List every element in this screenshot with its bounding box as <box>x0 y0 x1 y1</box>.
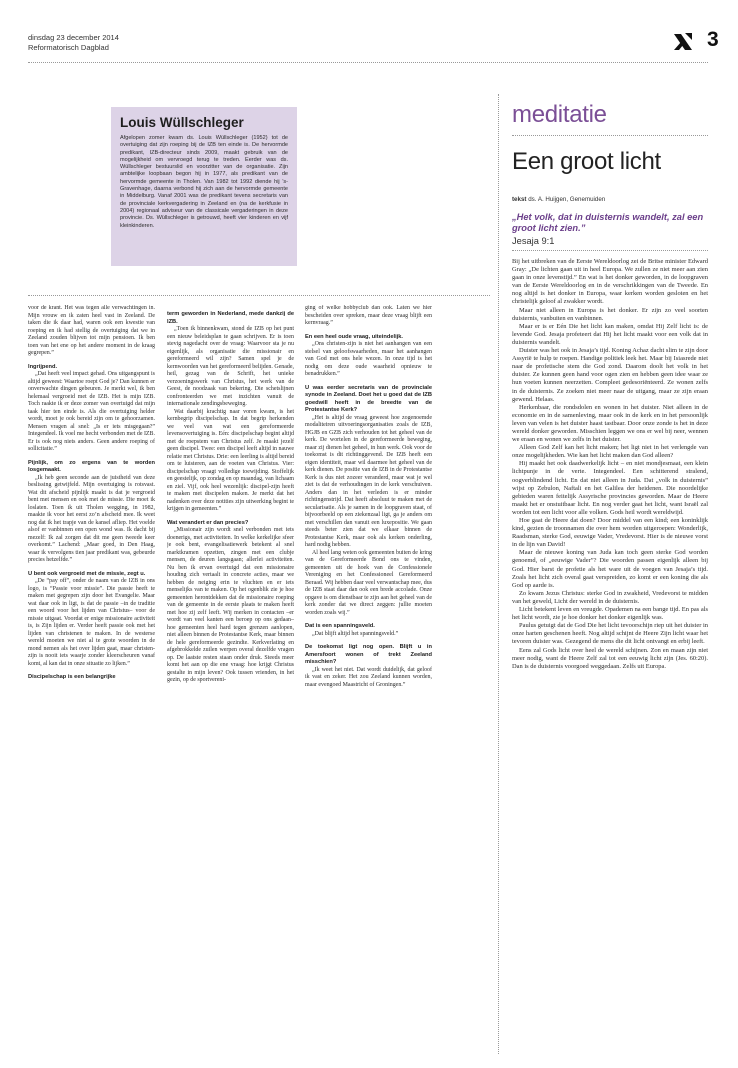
quote-divider <box>512 250 708 251</box>
newspaper-logo-icon <box>672 30 694 52</box>
meditation-title: Een groot licht <box>512 148 661 175</box>
meditation-paragraph: Hoe gaat de Heere dat doen? Door middel van een kind; een koninklijk kind, gezien de troonnamen die over hem worden uitgeroepen: Wonderlijk, Raadsman, sterke God, eeuwige Vader, Vredevorst. Hier is de nieuwe vorst in de lijn van David! <box>512 517 708 549</box>
byline-label: tekst <box>512 196 527 203</box>
article-paragraph: „Dat heeft veel impact gehad. Ons uitgangspunt is altijd geweest: Waartoe roept God je? Dan kunnen er onverwachte dingen gebeuren. Je merkt wel, ik ben helemaal vergroeid met de IZB. Het is mijn IZB. Toch raakte ik er deze zomer van overtuigd dat mijn taak hier ten einde is. Als die overtuiging helder wordt, moet je ook bereid zijn om te gehoorzamen. Mensen vragen al snel: „Is er iets misgegaan?” Integendeel. Ik voel me hecht verbonden met de IZB. Er is ook nog niets anders. Geen andere roeping of sollicitatie.” <box>28 371 155 452</box>
byline-author: ds. A. Huijgen, Genemuiden <box>528 196 606 203</box>
article-question: term geworden in Nederland, mede dankzij de IZB. <box>167 311 294 325</box>
meditation-paragraph: Alleen God Zelf kan het licht maken; het ligt niet in het verlengde van onze mogelijkheden. Wie kan het licht maken dan God alleen? <box>512 444 708 460</box>
article-paragraph: „Ons christen-zijn is niet het aanhangen van een stelsel van geloofswaarheden, maar het aanhangen van God met ons hele wezen. In onze tijd is het nodig om deze oude waarheid opnieuw te benadrukken.” <box>305 341 432 377</box>
meditation-paragraph: Maar niet alleen in Europa is het donker. Er zijn zo veel soorten duisternis, vanbuiten en vanbinnen. <box>512 306 708 322</box>
article-paragraph: voor de krant. Het was tegen alle verwachtingen in. Mijn vrouw en ik zaten heel vast in Zeeland. De taken die ik daar had, waren ook een kwestie van roeping en ik had stellig de overtuiging dat we in Zeeland zouden blijven tot mijn pensioen. Ik ben toen van het ene op het andere moment in de kraag gegrepen.” <box>28 305 155 356</box>
article-question: Pijnlijk, om zo ergens van te worden losgemaakt. <box>28 459 155 473</box>
article-divider <box>28 295 490 296</box>
sidebar-divider <box>498 94 499 1054</box>
article-paragraph: „Toen ik binnenkwam, stond de IZB op het punt een nieuw beleidsplan te gaan schrijven. Er is toen stevig nagedacht over de vraag: Waarvoor sta je nu eigenlijk, als organisatie die missionair en gereformeerd wil zijn? Samen spel je de kernwoorden van het gereformeerd belijden. Genade, heil, gezag van de Schrift, het unieke verzoeningswerk van Christus, het werk van de Geest, de noodzaak van bekering. Die schetslijnen confronteerden we met inzichten vanuit de internationale zendingsbeweging. <box>167 326 294 407</box>
meditation-paragraph: Licht betekent leven en vreugde. Opademen na een bange tijd. En pas als het licht wordt, zie je hoe donker het donker eigenlijk was. <box>512 606 708 622</box>
article-question: Dat is een spanningsveld. <box>305 623 375 629</box>
issue-date: dinsdag 23 december 2014 <box>28 33 119 42</box>
article-paragraph: „Missionair zijn wordt snel verbonden met iets doenerigs, met activiteiten. In welke kerkelijke sfeer je ook bent, evangelisatiewerk betekent al snel marktkramen opzetten, zingen met een clubje mensen, de deuren langsgaan; allerlei activiteiten. Nu ben ik ervan overtuigd dat een missionaire houding zich vertaalt in concrete acties, maar we hebben de neiging erin te vluchten en er iets menselijks van te maken. Op het ogenblik zie je hoe gemeenten herontdekken dat de missionaire roeping van de gemeente in de eerste plaats te maken heeft met hoe zij zelf leeft. Wij merken in contacten –er wordt van veel kanten een beroep op ons gedaan– hoe gemeenten heel hard tegen grenzen aanlopen, niet alleen binnen de Protestantse Kerk, maar binnen de hele gereformeerde gezindte. Kerkverlating en afgebrokkelde zuilen werpen overal dezelfde vragen op. De laatste resten staan onder druk. Steeds meer komt het aan op die ene vraag: hoe krijgt Christus gestalte in mijn leven? Ook tussen vrienden, in het gezin, op de sportvereni- <box>167 527 294 683</box>
meditation-paragraph: Maar er is er Eén Die het licht kan maken, omdat Hij Zelf licht is: de levende God. Jesaja profeteert dat Hij het licht maakt voor een volk dat in duisternis wandelt. <box>512 322 708 346</box>
meditation-paragraph: Maar de nieuwe koning van Juda kan toch geen sterke God worden genoemd, of „eeuwige Vader”? Die woorden passen eigenlijk alleen bij God. Hier barst de profetie als het ware uit de voegen van Jesaja’s tijd. Zoals het licht zich overal gaat verspreiden, zo komt er een koning die als God op aarde is. <box>512 549 708 589</box>
article-question: U bent ook vergroeid met de missie, zegt u. <box>28 570 146 577</box>
article-question: U was eerder secretaris van de provinciale synode in Zeeland. Doet het u goed dat de IZB goedwill heeft in de breedte van de Protestantse Kerk? <box>305 384 432 413</box>
article-question: Discipelschap is een belangrijke <box>28 674 116 680</box>
article-paragraph: „Ik weet het niet. Dat wordt duidelijk, dat geloof ik vast en zeker. Het zou Zeeland kunnen worden, maar evengoed Maastricht of Groningen.” <box>305 666 432 688</box>
article-column-2 <box>167 305 294 1065</box>
article-paragraph: ging of welke hobbyclub dan ook. Laten we hier bescheiden over spreken, maar deze vraag blijft een kernvraag.” <box>305 305 432 326</box>
byline <box>512 196 605 203</box>
bio-name: Louis Wüllschleger <box>120 115 244 130</box>
article-paragraph: Al heel lang weten ook gemeenten buiten de kring van de Gereformeerde Bond ons te vinden, gemeenten uit de hoek van de Confessionele Vereniging en het Confessioneel Gereformeerd Beraad. Wij hebben daar veel verwantschap mee, dus de IZB staat daar dan ook een brede accolade. Onze opgave is om dienstbaar te zijn aan het geheel van de kerk zonder dat we direct zeggen: jullie moeten worden zoals wij.” <box>305 549 432 616</box>
article-question: En een heel oude vraag, uiteindelijk. <box>305 333 403 340</box>
article-paragraph: „Het is altijd de vraag geweest hoe zogenoemde modaliteiren uitvoeringsorganisaties zoals de IZB, HGJB en GZB zich verhouden tot het geheel van de kerk. De wortelen in de gereformeerde beweging, maar zij dienen het geheel, in hun werk. Ook voor de toekomst is dit richtinggevend. De IZB heeft een eigen identiteit, maar wil daarmee het geheel van de kerk dienen. De positie van de IZB in de Protestantse Kerk is dus niet zozeer veranderd, maar wat je wel ziet is dat de verhoudingen in de kerk verschuiven. Anders dan in het verleden is er minder richtingenstrijd. Dat heeft absoluut te maken met de secularisatie. Als je samen in de loopgraven staat, of bijvoorbeeld op een ziekenzaal ligt, ga je anders om met verschillen dan vanuit een luxepositie. We gaan steeds beter zien dat we elkaar binnen de Protestantse Kerk, maar ook als kerken onderling, hard nodig hebben. <box>305 414 432 548</box>
section-divider <box>512 135 708 136</box>
article-paragraph: „Ik heb geen seconde aan de juistheid van deze beslissing getwijfeld. Mijn overtuiging is rotsvast. Wat dit afscheid pijnlijk maakt is dat je vergroeid bent met mensen en ook met de missie. Die moet ik loslaten. Toen ik uit Tholen wegging, in 1982, maakte ik voor het eerst zo’n afscheid mee. Ik weet nog dat ik het trapje van de kansel afliep. Het voelde alsof er vanbinnen een open wond was. Ik dacht bij mezelf: Ik zal zorgen dat dit me geen tweede keer overkomt.” Lachend: „Maar goed, in Den Haag, waar ik vervolgens tien jaar predikant was, gebeurde precies hetzelfde.” <box>28 474 155 563</box>
article-paragraph: „Dat blijft altijd het spanningsveld.” <box>312 630 399 637</box>
header-divider <box>28 62 708 63</box>
article-question: Wat verandert er dan precies? <box>167 519 249 526</box>
meditation-body <box>512 258 708 1058</box>
section-label: meditatie <box>512 101 607 128</box>
page-header-info <box>28 33 119 52</box>
article-question: Ingrijpend. <box>28 363 58 370</box>
bio-box <box>111 107 297 266</box>
meditation-paragraph: Paulus getuigt dat de God Die het licht tevoorschijn riep uit het duister in onze harten geschenen heeft. Nog altijd schijnt de Heere Zijn licht waar het tevoren duister was. Gezegend de mens die dit licht ontvangt en erbij leeft. <box>512 622 708 646</box>
article-column-3 <box>305 305 432 1065</box>
newspaper-name: Reformatorisch Dagblad <box>28 42 109 52</box>
scripture-quote: „Het volk, dat in duisternis wandelt, zal een groot licht zien.” <box>512 212 704 233</box>
article-column-1 <box>28 305 155 1065</box>
article-question: De toekomst ligt nog open. Blijft u in Amersfoort wonen of trekt Zeeland misschien? <box>305 644 432 665</box>
scripture-reference: Jesaja 9:1 <box>512 236 555 246</box>
meditation-paragraph: Hij maakt het ook daadwerkelijk licht – en niet mondjesmaat, een klein lichtpunje in de verte. Integendeel. Een schitterend stralend, oogverblindend licht. En dat niet alleen in Juda. Dat „volk in duisternis” wijst op Zebulon, Naftali en het Galilea der heidenen. Die noordelijke gebieden waren feitelijk Assyrische provincies geworden. Maar de Heere maakt het er onstuitbaar licht. En nog verder gaat het licht, want Israël zal worden tot een licht voor alle volken. Gods heil wordt wereldwijd. <box>512 460 708 516</box>
meditation-paragraph: Eens zal Gods licht over heel de wereld schijnen. Zon en maan zijn niet meer nodig, want de Heere Zelf zal tot een eeuwig licht zijn (Jes. 60:20). Dan is de duisternis voorgoed weggedaan. Zelfs uit Europa. <box>512 646 708 670</box>
meditation-paragraph: Duister was het ook in Jesaja’s tijd. Koning Achaz dacht slim te zijn door Assyrië te hulp te roepen. Handige politiek leek het. Maar bij Isiasrede niet naar de profetische stem die God zond. Daarom doolt het volk in het duister. Ze kunnen geen hand voor ogen zien en hebben geen idee waar ze hun voeten kunnen neerzetten. Compleet gedesoriënteerd. Ze wonen zelfs in de duisternis. Ze zoeken niet meer naar de uitgang, maar ze zijn eraan gewend. Helaas. <box>512 347 708 403</box>
article-paragraph: „De “pay off”, onder de naam van de IZB in ons logo, is “Passie voor missie”. Die passie heeft te maken met gegrepen zijn door het Evangelie. Maar wat daar ook in ligt, is dat de passie –in de traditie een woord voor het lijden van Christus– voor de missie uitgaat. Voordat er enige missionaire activiteit is, is Zijn lijden er. Verder heeft passie ook met het lijden van christenen te maken. In de westerse wereld moeten we niet al te grote woorden in de mond nemen als het over lijden gaat, maar christen-zijn is nooit iets waarje zonder kleerscheuren vanaf komt, al kan dat in onze situatie zo lijken.” <box>28 578 155 667</box>
article-paragraph: Wat daarbij krachtig naar voren kwam, is het kernbegrip discipelschap. In dat begrip herkenden we veel van wat een gereformeerde levensovertuiging is. Eén: discipelschap begint altijd met de roepstem van Christus zelf. Je maakt jezelf geen discipel. Twee: een discipel leeft altijd in nauwe relatie met Christus. Drie: een leerling is altijd bereid om te luisteren, aan de voeten van Christus. Vier: discipelschap vraagt volledige toewijding. Stoffelijk en geestelijk, op zondag en op maandag, van lichaam en ziel. Vijf, ook heel wezenlijk: discipel-zijn heeft te maken met discipelen maken. Je merkt dat het nadenken over deze notities zijn uitwerking begint te krijgen in gemeenten.” <box>167 408 294 512</box>
bio-text: Afgelopen zomer kwam ds. Louis Wüllschleger (1952) tot de overtuiging dat zijn roeping bij de IZB ten einde is. De hervormde predikant, IZB-directeur sinds 2009, maakt gebruik van de mogelijkheid om vervroegd terug te treden. Eerder was ds. Wüllschleger bestuurslid en voorzitter van de organisatie. Zijn ambtelijke loopbaan begon hij in 1977, als predikant van de hervormde gemeente in Tholen. Van 1982 tot 1992 diende hij ’s-Gravenhage, daarna verbond hij zich aan de hervormde gemeente in Middelburg. Vanaf 2001 was de predikant tevens secretaris van de provinciale kerkvergadering in Zeeland en (na de kerkfusie in 2004) regionaal adviseur van de classicale vergaderingen in deze provincie. Ds. Wüllschleger is getrouwd, heeft vier kinderen en vijf kleinkinderen. <box>120 135 288 229</box>
page-number: 3 <box>707 28 719 51</box>
meditation-paragraph: Bij het uitbreken van de Eerste Wereldoorlog zei de Britse minister Edward Gray: „De lichten gaan uit in heel Europa. We zullen ze niet meer aan zien gaan in onze levenstijd.” En wat is het donker geworden, in de loopgraven van de Eerste Wereldoorlog en in de verschrikkingen van de Tweede. En nog altijd is het donker in Europa, waar kerken worden gesloten en het christelijk geloof al zwakker wordt. <box>512 258 708 306</box>
meditation-paragraph: Zo kwam Jezus Christus: sterke God in zwakheid, Vredevorst te midden van het geweld, Licht der wereld in de duisternis. <box>512 589 708 605</box>
meditation-paragraph: Herkenbaar, die rondsdolen en wonen in het duister. Niet alleen in de economie en in de samenleving, maar ook in de kerk en in het persoonlijk leven van velen is het duister haast tastbaar. Door onze zonde is het in deze wereld donker geworden. Misschien leggen we ons er wel bij neer, wennen we eraan en wonen we zelfs in het duister. <box>512 403 708 444</box>
